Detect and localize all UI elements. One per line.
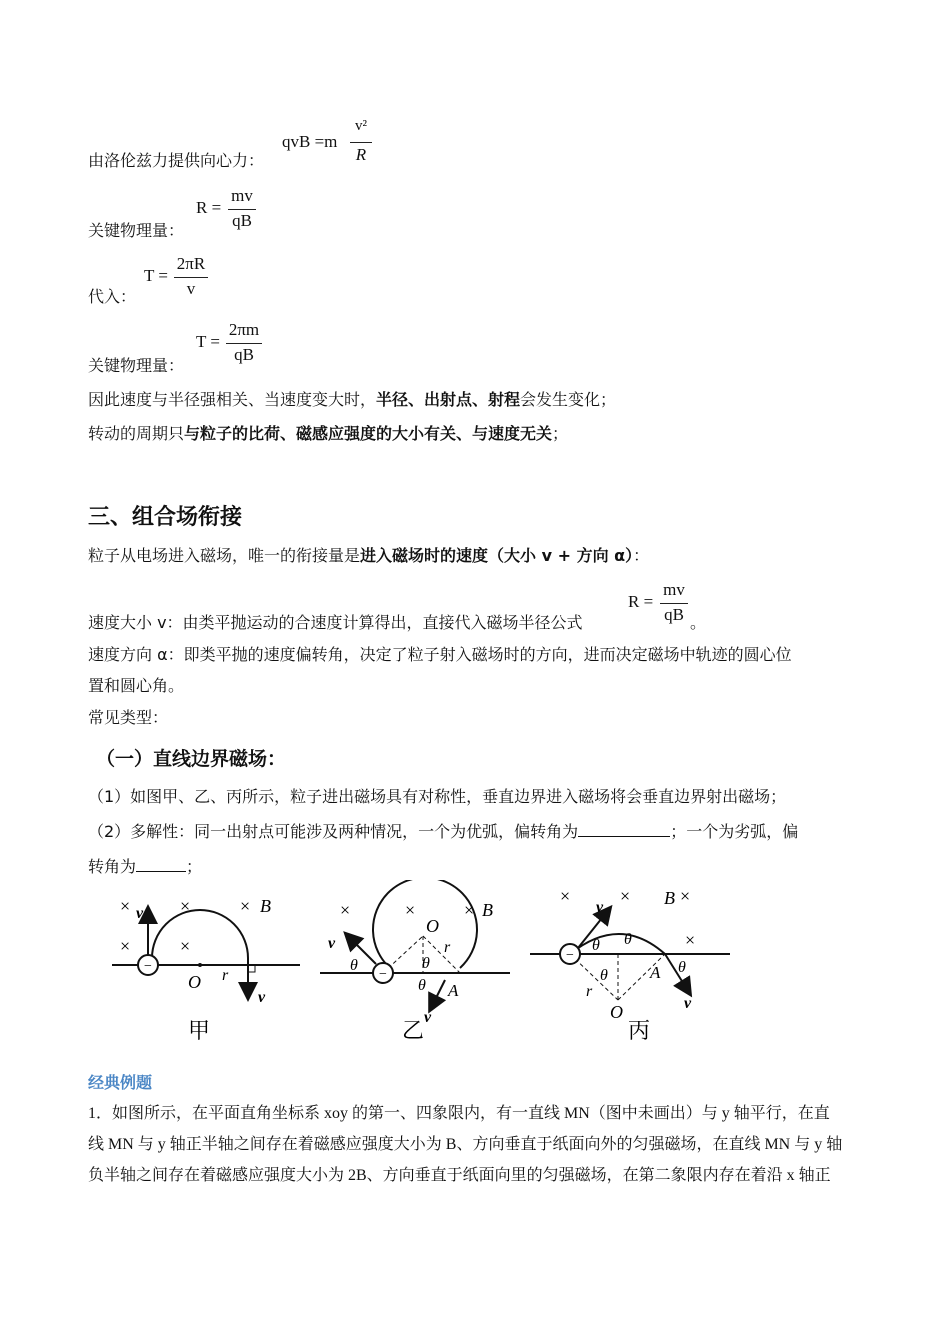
field-cross: × <box>120 896 131 916</box>
text-run: （2）多解性：同一出射点可能涉及两种情况，一个为优弧，偏转角为 <box>88 822 579 841</box>
field-cross: × <box>685 930 696 950</box>
field-cross: × <box>240 896 251 916</box>
label-v: v <box>258 989 266 1006</box>
speed-magnitude-sentence <box>88 612 583 634</box>
key-quantity-label-2: 关键物理量： <box>88 356 185 375</box>
period-sentence <box>88 423 568 445</box>
formula-lhs: R = <box>628 592 654 611</box>
speed-direction-sentence: 速度方向 α：即类平抛的速度偏转角，决定了粒子射入磁场时的方向，进而决定磁场中轨迹的圆心位 <box>88 645 792 664</box>
label-r: r <box>586 983 593 1000</box>
formula-denominator: v <box>186 279 196 298</box>
angle-label: θ <box>592 937 600 954</box>
radius-formula <box>196 186 276 238</box>
field-cross: × <box>464 900 475 920</box>
figure-label-bing: 丙 <box>628 1018 651 1043</box>
label-v: v <box>328 935 336 952</box>
angle-label: θ <box>678 959 686 976</box>
field-cross: × <box>620 886 631 906</box>
charge-sign: − <box>379 967 387 982</box>
figure-label-jia: 甲 <box>188 1018 211 1043</box>
fraction-bar <box>660 603 688 604</box>
boundary-field-figures <box>100 880 750 1050</box>
trajectory-arc <box>152 910 248 958</box>
label-v: v <box>684 995 692 1012</box>
label-r: r <box>444 939 451 956</box>
label-v: v <box>596 899 604 916</box>
charge-sign: − <box>566 948 574 963</box>
label-B: B <box>664 888 675 908</box>
label-O: O <box>188 972 201 992</box>
label-v: v <box>424 1009 432 1026</box>
fraction-bar <box>228 209 256 210</box>
angle-label: θ <box>600 967 608 984</box>
figure-jia <box>112 896 300 1043</box>
field-cross: × <box>340 900 351 920</box>
example-line-2: 线 MN 与 y 轴正半轴之间存在着磁感应强度大小为 B、方向垂直于纸面向外的匀强磁场，在直线 MN 与 y 轴 <box>88 1136 843 1153</box>
field-cross: × <box>120 936 131 956</box>
formula-lhs: T = <box>144 266 168 285</box>
text-run: 因此速度与半径强相关、当速度变大时， <box>88 390 377 409</box>
symmetry-sentence: （1）如图甲、乙、丙所示，粒子进出磁场具有对称性，垂直边界进入磁场将会垂直边界射出磁场； <box>88 787 787 806</box>
section-heading: 三、组合场衔接 <box>88 505 243 530</box>
field-cross: × <box>180 936 191 956</box>
angle-label: θ <box>350 957 358 974</box>
label-O: O <box>426 916 439 936</box>
formula-denominator: qB <box>234 345 254 364</box>
example-line-1: 1．如图所示，在平面直角坐标系 xoy 的第一、四象限内，有一直线 MN（图中未画出）与 y 轴平行，在直 <box>88 1105 830 1122</box>
period-formula-m <box>196 320 276 372</box>
text-run: 转角为 <box>88 857 137 876</box>
answer-blank-1[interactable] <box>578 820 670 837</box>
charge-sign: − <box>144 959 152 974</box>
field-cross: × <box>180 896 191 916</box>
label-A: A <box>650 963 661 982</box>
multi-solution-continuation <box>88 855 202 878</box>
text-run: 会发生变化； <box>520 390 617 409</box>
answer-blank-2[interactable] <box>136 855 186 872</box>
junction-sentence <box>88 545 649 567</box>
subsection-heading: （一）直线边界磁场： <box>96 748 287 770</box>
formula-numerator: 2πm <box>228 320 260 339</box>
text-run: ； <box>186 857 203 876</box>
label-A: A <box>448 981 459 1000</box>
text-run: ； <box>552 424 569 443</box>
label-r: r <box>222 967 229 984</box>
label-O: O <box>610 1002 623 1022</box>
bold-run: 进入磁场时的速度（大小 v + 方向 α） <box>360 546 634 565</box>
text-run: 粒子从电场进入磁场，唯一的衔接量是 <box>88 546 361 565</box>
formula-lhs: R = <box>196 198 222 217</box>
right-angle-mark <box>248 965 255 972</box>
center-point <box>198 963 202 967</box>
fraction-bar <box>174 277 208 278</box>
example-heading: 经典例题 <box>88 1073 153 1092</box>
speed-direction-continuation: 置和圆心角。 <box>88 676 185 695</box>
fraction-bar <box>350 142 372 143</box>
field-cross: × <box>405 900 416 920</box>
text-run: 转动的周期只 <box>88 424 185 443</box>
common-types-label: 常见类型： <box>88 708 169 727</box>
trajectory-arc <box>570 934 665 954</box>
figure-bing <box>530 886 730 1043</box>
period-mark: 。 <box>690 613 707 632</box>
bold-run: 半径、出射点、射程 <box>376 390 521 409</box>
formula-denominator: R <box>355 145 367 164</box>
angle-label: θ <box>624 931 632 948</box>
figure-label-yi: 乙 <box>402 1018 425 1043</box>
field-cross: × <box>560 886 571 906</box>
label-v: v <box>136 905 144 922</box>
velocity-arrow <box>430 980 445 1010</box>
key-quantity-label-1: 关键物理量： <box>88 221 185 240</box>
fraction-bar <box>226 343 262 344</box>
centripetal-formula <box>282 118 392 170</box>
text-run: ；一个为劣弧，偏 <box>670 822 799 841</box>
speed-radius-sentence <box>88 389 616 411</box>
formula-numerator: 2πR <box>176 254 206 273</box>
angle-label: θ <box>422 955 430 972</box>
formula-denominator: qB <box>664 605 684 624</box>
multi-solution-sentence <box>88 820 798 843</box>
figure-yi <box>320 880 510 1043</box>
period-formula-r <box>144 254 224 306</box>
angle-label: θ <box>418 977 426 994</box>
formula-numerator: mv <box>231 186 253 205</box>
text-run: 速度大小 v：由类平抛运动的合速度计算得出，直接代入磁场半径公式 <box>88 613 583 632</box>
formula-denominator: qB <box>232 211 252 230</box>
formula-lhs: T = <box>196 332 220 351</box>
substitute-label: 代入： <box>88 287 137 306</box>
bold-run: 与粒子的比荷、磁感应强度的大小有关、与速度无关 <box>184 424 553 443</box>
formula-numerator: v² <box>355 118 367 134</box>
text-run: ： <box>633 546 650 565</box>
label-B: B <box>260 896 271 916</box>
lorentz-force-label: 由洛伦兹力提供向心力： <box>88 151 265 170</box>
formula-numerator: mv <box>663 580 685 599</box>
label-B: B <box>482 900 493 920</box>
formula-lhs: qvB =m <box>282 132 338 151</box>
field-cross: × <box>680 886 691 906</box>
example-line-3: 负半轴之间存在着磁感应强度大小为 2B、方向垂直于纸面向里的匀强磁场，在第二象限内存在着沿 x 轴正 <box>88 1167 831 1184</box>
